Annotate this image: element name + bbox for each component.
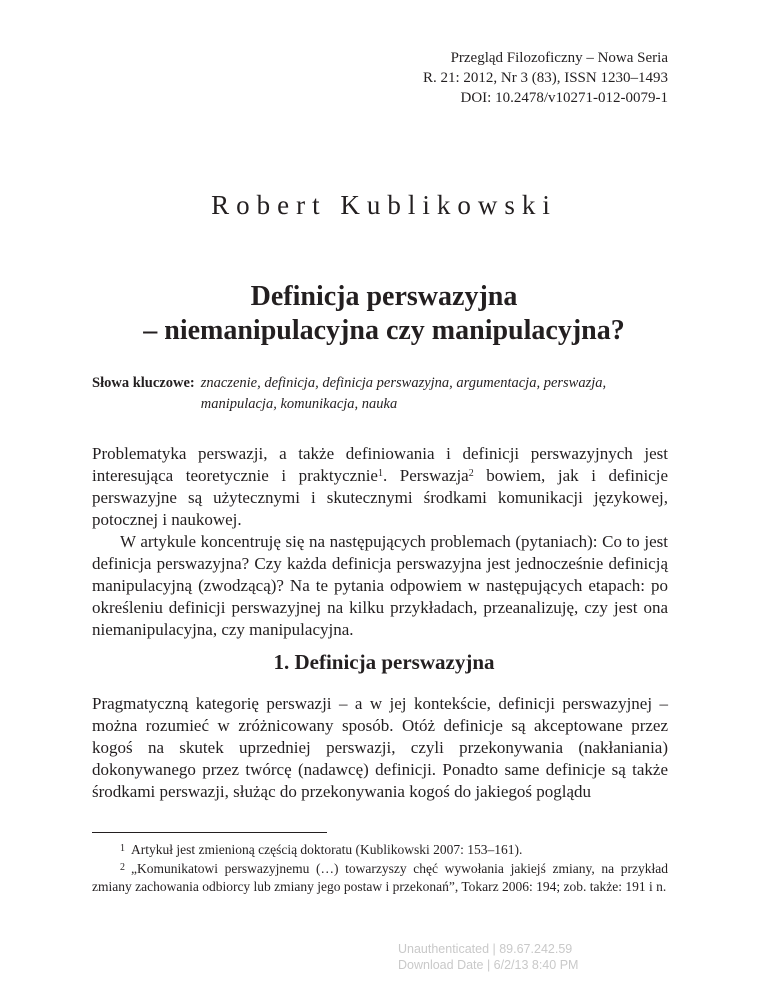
issue-info: R. 21: 2012, Nr 3 (83), ISSN 1230–1493: [422, 70, 668, 86]
footnotes: [92, 840, 668, 896]
intro-section: [92, 443, 668, 641]
author-name: Robert Kublikowski: [211, 190, 557, 220]
section-1-heading: 1. Definicja perswazyjna: [273, 650, 495, 674]
watermark-line-1: Unauthenticated | 89.67.242.59: [398, 942, 573, 956]
footnote-text: „Komunikatowi perswazyjnemu (…) towarzyszy chęć wywołania jakiejś zmiany, na przykład zmiany zachowania odbiorcy lub zmiany jego postaw i przekonań”, Tokarz 2006: 194; zob. także: 191 i n.: [92, 861, 668, 894]
keywords: [92, 373, 668, 415]
footnote-text: Artykuł jest zmienioną częścią doktoratu (Kublikowski 2007: 153–161).: [131, 842, 523, 857]
footnote-number: 1: [120, 843, 125, 854]
intro-text: . Perswazja: [382, 466, 469, 485]
watermark-line-2: Download Date | 6/2/13 8:40 PM: [398, 958, 579, 972]
keywords-text: znaczenie, definicja, definicja perswazyjna, argumentacja, perswazja, manipulacja, komunikacja, nauka: [200, 375, 607, 412]
intro-text: bowiem, jak i definicje perswazyjne są użytecznymi i skutecznymi środkami komunikacji językowej, potocznej i naukowej.: [92, 466, 668, 529]
intro-text: Problematyka perswazji, a także definiowania i definicji perswazyjnych jest interesująca teoretycznie i praktycznie: [92, 444, 668, 485]
article-title: [0, 280, 768, 348]
section-1-body: [92, 693, 668, 803]
intro-paragraph-2: W artykule koncentruję się na następujących problemach (pytaniach): Co to jest definicja perswazyjna? Czy każda definicja perswazyjna jest jednocześnie definicją manipulacyjną (zwodzącą)? Na te pytania odpowiem w następujących etapach: po określeniu definicji perswazyjnej na kilku przykładach, przeanalizuję, czy jest ona niemanipulacyjna, czy manipulacyjna.: [92, 532, 668, 639]
footnote-ref-2: 2: [468, 468, 474, 479]
journal-header: [423, 48, 668, 108]
footnote-1: [92, 840, 668, 859]
section-1-paragraph: Pragmatyczną kategorię perswazji – a w jej kontekście, definicji perswazyjnej – można rozumieć w zróżnicowany sposób. Otóż definicje są akceptowane przez kogoś na skutek uprzedniej perswazji, czyli przekonywania (nakłaniania) dokonywanego przez twórcę (nadawcę) definicji. Ponadto same definicje są także środkami perswazji, służąc do przekonywania kogoś do jakiegoś poglądu: [92, 694, 668, 801]
doi: DOI: 10.2478/v10271-012-0079-1: [460, 90, 668, 106]
title-line-2: – niemanipulacyjna czy manipulacyjna?: [143, 315, 625, 346]
footnote-ref-1: 1: [377, 468, 383, 479]
title-line-1: Definicja perswazyjna: [250, 281, 518, 312]
footnote-2: [92, 859, 668, 896]
journal-name: Przegląd Filozoficzny – Nowa Seria: [450, 50, 668, 66]
intro-paragraph-1: [92, 443, 668, 531]
download-watermark: [398, 941, 578, 973]
keywords-label: Słowa kluczowe:: [92, 375, 195, 391]
footnote-divider: [92, 832, 327, 833]
footnote-number: 2: [120, 862, 125, 873]
